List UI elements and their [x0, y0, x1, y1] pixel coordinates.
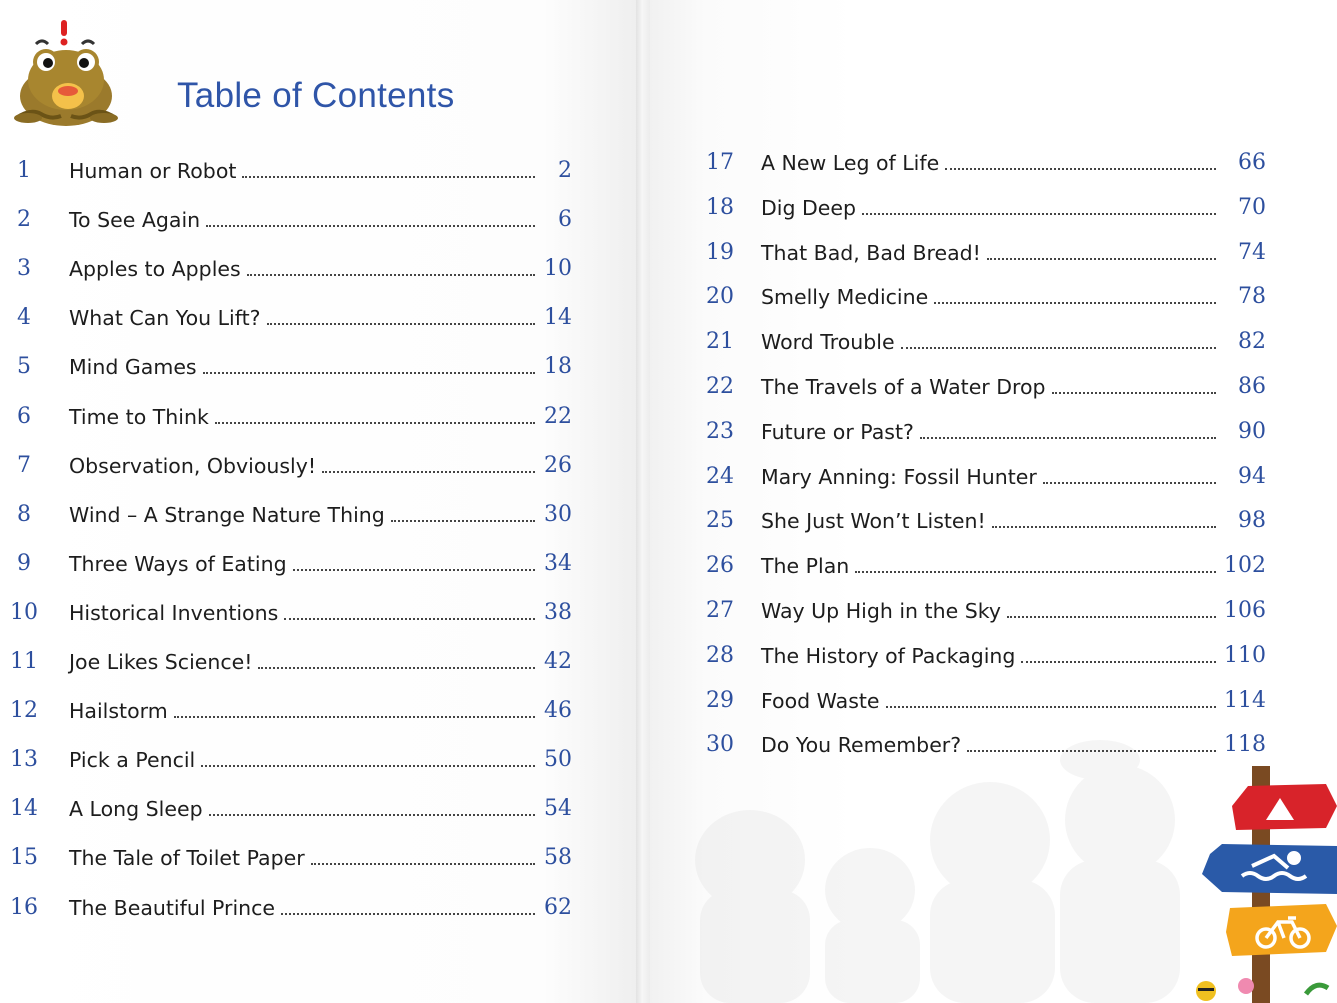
toc-entry-number: 16 — [10, 895, 38, 920]
toc-entry-title: Hailstorm — [69, 699, 168, 723]
toc-entry-page-number: 22 — [544, 404, 572, 429]
toc-entry-title: Mind Games — [69, 355, 197, 379]
toc-entry-number: 28 — [706, 643, 734, 668]
toc-entry-page-number: 118 — [1224, 732, 1266, 757]
dot-leader — [209, 814, 535, 816]
toc-entry-the-tale-of-toilet-paper[interactable] — [69, 842, 535, 874]
toc-entry-number: 24 — [706, 464, 734, 489]
toc-entry-title: A New Leg of Life — [761, 151, 940, 175]
toc-entry-observation-obviously[interactable] — [69, 450, 535, 482]
toc-entry-number: 15 — [10, 845, 38, 870]
dot-leader — [203, 372, 535, 374]
toc-entry-to-see-again[interactable] — [69, 204, 535, 236]
toc-entry-page-number: 54 — [544, 796, 572, 821]
dot-leader — [1052, 392, 1216, 394]
toc-entry-number: 26 — [706, 553, 734, 578]
toc-entry-number: 1 — [17, 158, 31, 183]
toc-entry-number: 14 — [10, 796, 38, 821]
toc-entry-number: 17 — [706, 150, 734, 175]
signpost-icon — [1196, 766, 1337, 1003]
toc-entry-number: 23 — [706, 419, 734, 444]
toc-entry-mind-games[interactable] — [69, 351, 535, 383]
toc-entry-page-number: 102 — [1224, 553, 1266, 578]
toc-entry-page-number: 42 — [544, 649, 572, 674]
toc-entry-page-number: 50 — [544, 747, 572, 772]
dot-leader — [1021, 661, 1216, 663]
toc-entry-the-travels-of-a-water-drop[interactable] — [761, 371, 1216, 403]
toc-entry-title: Mary Anning: Fossil Hunter — [761, 465, 1037, 489]
dot-leader — [293, 569, 535, 571]
toc-entry-title: That Bad, Bad Bread! — [761, 241, 981, 265]
toc-entry-number: 2 — [17, 207, 31, 232]
toc-entry-number: 8 — [17, 502, 31, 527]
toc-entry-title: Future or Past? — [761, 420, 914, 444]
toc-entry-human-or-robot[interactable] — [69, 155, 535, 187]
toc-entry-she-just-won-t-listen[interactable] — [761, 505, 1216, 537]
toc-entry-number: 27 — [706, 598, 734, 623]
toc-entry-title: Word Trouble — [761, 330, 895, 354]
dot-leader — [855, 571, 1216, 573]
toc-entry-page-number: 110 — [1224, 643, 1266, 668]
toc-entry-page-number: 14 — [544, 305, 572, 330]
toc-entry-historical-inventions[interactable] — [69, 597, 535, 629]
dot-leader — [322, 471, 535, 473]
toc-entry-title: The Tale of Toilet Paper — [69, 846, 305, 870]
toc-entry-number: 20 — [706, 284, 734, 309]
dot-leader — [862, 213, 1216, 215]
dot-leader — [987, 258, 1216, 260]
toc-entry-number: 3 — [17, 256, 31, 281]
toc-entry-number: 30 — [706, 732, 734, 757]
toc-entry-number: 5 — [17, 354, 31, 379]
toc-entry-a-new-leg-of-life[interactable] — [761, 147, 1216, 179]
toc-entry-dig-deep[interactable] — [761, 192, 1216, 224]
dot-leader — [247, 274, 535, 276]
toc-entry-page-number: 74 — [1238, 240, 1266, 265]
toc-entry-page-number: 78 — [1238, 284, 1266, 309]
toc-entry-title: Smelly Medicine — [761, 285, 929, 309]
toc-entry-title: Way Up High in the Sky — [761, 599, 1001, 623]
dot-leader — [1043, 482, 1216, 484]
toc-entry-food-waste[interactable] — [761, 685, 1216, 717]
toc-entry-title: To See Again — [69, 208, 201, 232]
dot-leader — [206, 225, 535, 227]
toc-entry-what-can-you-lift[interactable] — [69, 302, 535, 334]
toc-entry-number: 18 — [706, 195, 734, 220]
toc-entry-page-number: 62 — [544, 895, 572, 920]
dot-leader — [934, 302, 1216, 304]
toc-entry-page-number: 90 — [1238, 419, 1266, 444]
toc-entry-smelly-medicine[interactable] — [761, 281, 1216, 313]
dot-leader — [281, 913, 535, 915]
toc-entry-title: Joe Likes Science! — [69, 650, 253, 674]
toc-entry-title: The Beautiful Prince — [69, 896, 276, 920]
toc-entry-number: 7 — [17, 453, 31, 478]
toc-entry-page-number: 66 — [1238, 150, 1266, 175]
toc-entry-mary-anning-fossil-hunter[interactable] — [761, 461, 1216, 493]
toc-entry-page-number: 2 — [558, 158, 572, 183]
toc-entry-three-ways-of-eating[interactable] — [69, 548, 535, 580]
dot-leader — [992, 526, 1216, 528]
toc-entry-that-bad-bad-bread[interactable] — [761, 237, 1216, 269]
toc-entry-page-number: 38 — [544, 600, 572, 625]
frog-mascot-icon — [6, 18, 126, 133]
toc-entry-page-number: 18 — [544, 354, 572, 379]
toc-entry-page-number: 98 — [1238, 508, 1266, 533]
toc-entry-page-number: 86 — [1238, 374, 1266, 399]
toc-entry-title: The Travels of a Water Drop — [761, 375, 1046, 399]
toc-entry-title: Historical Inventions — [69, 601, 279, 625]
toc-entry-number: 19 — [706, 240, 734, 265]
toc-entry-number: 29 — [706, 688, 734, 713]
toc-entry-number: 6 — [17, 404, 31, 429]
toc-entry-title: The History of Packaging — [761, 644, 1016, 668]
toc-entry-page-number: 70 — [1238, 195, 1266, 220]
dot-leader — [391, 520, 535, 522]
toc-entry-number: 4 — [17, 305, 31, 330]
toc-entry-future-or-past[interactable] — [761, 416, 1216, 448]
dot-leader — [1007, 616, 1216, 618]
toc-entry-title: Observation, Obviously! — [69, 454, 317, 478]
toc-entry-page-number: 10 — [544, 256, 572, 281]
toc-entry-page-number: 6 — [558, 207, 572, 232]
toc-entry-title: A Long Sleep — [69, 797, 203, 821]
dot-leader — [920, 437, 1216, 439]
toc-entry-a-long-sleep[interactable] — [69, 793, 535, 825]
dot-leader — [901, 347, 1216, 349]
dot-leader — [945, 168, 1216, 170]
toc-entry-page-number: 114 — [1224, 688, 1266, 713]
toc-entry-title: Human or Robot — [69, 159, 237, 183]
dot-leader — [201, 765, 535, 767]
dot-leader — [886, 706, 1216, 708]
dot-leader — [258, 667, 535, 669]
toc-entry-hailstorm[interactable] — [69, 695, 535, 727]
toc-entry-number: 13 — [10, 747, 38, 772]
toc-entry-the-history-of-packaging[interactable] — [761, 640, 1216, 672]
toc-entry-number: 10 — [10, 600, 38, 625]
toc-entry-time-to-think[interactable] — [69, 401, 535, 433]
dot-leader — [284, 618, 535, 620]
toc-entry-way-up-high-in-the-sky[interactable] — [761, 595, 1216, 627]
page-title: Table of Contents — [177, 76, 455, 115]
toc-entry-page-number: 58 — [544, 845, 572, 870]
toc-entry-title: Do You Remember? — [761, 733, 962, 757]
toc-entry-joe-likes-science[interactable] — [69, 646, 535, 678]
background-illustration — [660, 740, 1220, 1003]
toc-entry-pick-a-pencil[interactable] — [69, 744, 535, 776]
toc-entry-page-number: 82 — [1238, 329, 1266, 354]
toc-entry-number: 25 — [706, 508, 734, 533]
toc-entry-title: She Just Won’t Listen! — [761, 509, 986, 533]
toc-entry-page-number: 106 — [1224, 598, 1266, 623]
dot-leader — [267, 323, 535, 325]
toc-entry-title: Time to Think — [69, 405, 209, 429]
toc-entry-number: 11 — [10, 649, 38, 674]
book-gutter — [636, 0, 650, 1003]
toc-entry-number: 9 — [17, 551, 31, 576]
toc-entry-number: 22 — [706, 374, 734, 399]
dot-leader — [311, 863, 535, 865]
toc-entry-title: Three Ways of Eating — [69, 552, 287, 576]
dot-leader — [967, 750, 1216, 752]
toc-entry-title: Pick a Pencil — [69, 748, 196, 772]
toc-entry-page-number: 26 — [544, 453, 572, 478]
dot-leader — [174, 716, 535, 718]
toc-entry-title: Apples to Apples — [69, 257, 241, 281]
toc-entry-word-trouble[interactable] — [761, 326, 1216, 358]
toc-entry-the-plan[interactable] — [761, 550, 1216, 582]
toc-entry-page-number: 34 — [544, 551, 572, 576]
dot-leader — [242, 176, 535, 178]
dot-leader — [215, 422, 535, 424]
toc-entry-title: The Plan — [761, 554, 850, 578]
toc-entry-wind-a-strange-nature-thing[interactable] — [69, 499, 535, 531]
toc-entry-page-number: 46 — [544, 698, 572, 723]
toc-entry-the-beautiful-prince[interactable] — [69, 892, 535, 924]
toc-entry-do-you-remember[interactable] — [761, 729, 1216, 761]
toc-entry-apples-to-apples[interactable] — [69, 253, 535, 285]
toc-entry-number: 12 — [10, 698, 38, 723]
toc-entry-page-number: 30 — [544, 502, 572, 527]
toc-entry-title: Wind – A Strange Nature Thing — [69, 503, 385, 527]
toc-entry-title: What Can You Lift? — [69, 306, 261, 330]
toc-entry-page-number: 94 — [1238, 464, 1266, 489]
toc-entry-title: Food Waste — [761, 689, 880, 713]
toc-entry-title: Dig Deep — [761, 196, 857, 220]
toc-entry-number: 21 — [706, 329, 734, 354]
